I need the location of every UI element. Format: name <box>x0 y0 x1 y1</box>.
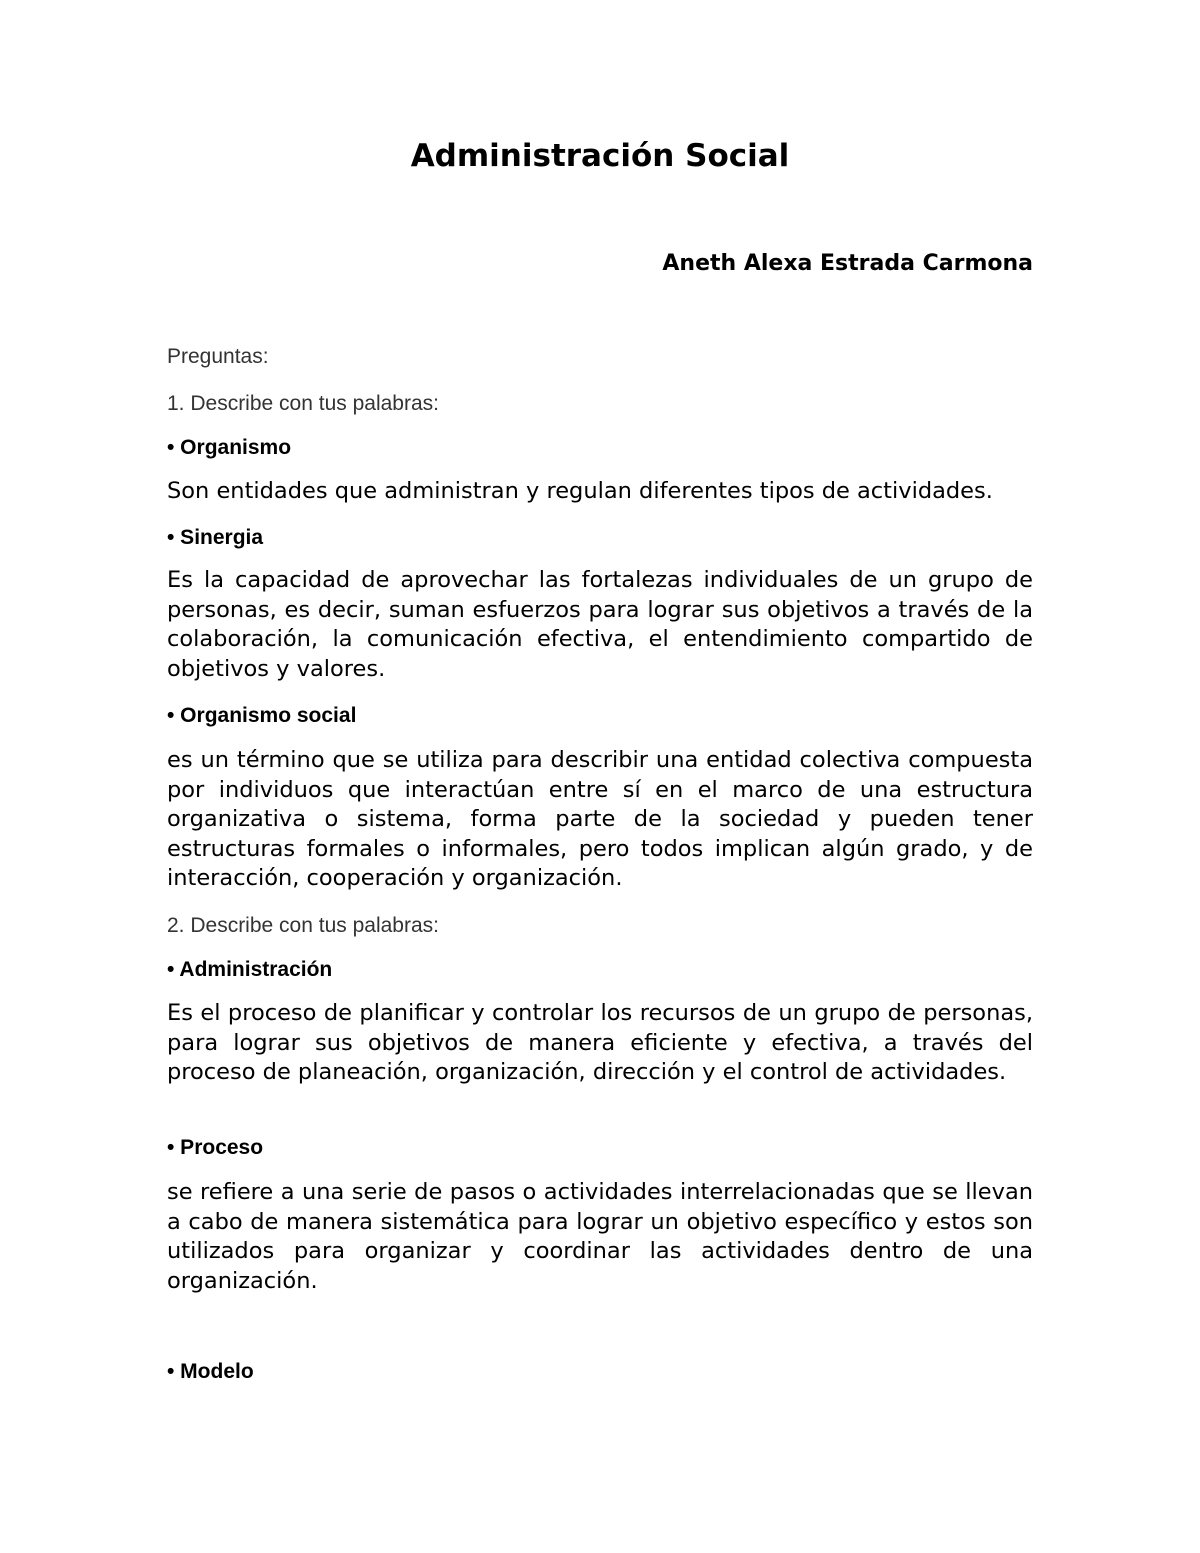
definition-sinergia: Es la capacidad de aprovechar las fortalezas individuales de un grupo de personas, es decir, suman esfuerzos para lograr sus objetivos a través de la colaboración, la comunicación efectiva, el entendimiento compartido de objetivos y valores. <box>167 567 1033 682</box>
questions-label: Preguntas: <box>167 345 269 368</box>
question-2-heading: 2. Describe con tus palabras: <box>167 914 439 937</box>
definition-proceso: se refiere a una serie de pasos o actividades interrelacionadas que se llevan a cabo de manera sistemática para lograr un objetivo específico y estos son utilizados para organizar y coordinar las actividades dentro de una organización. <box>167 1179 1033 1294</box>
term-modelo: • Modelo <box>167 1360 254 1383</box>
author-name: Aneth Alexa Estrada Carmona <box>662 251 1033 276</box>
document-title: Administración Social <box>410 138 790 174</box>
question-1-heading: 1. Describe con tus palabras: <box>167 392 439 415</box>
definition-organismo: Son entidades que administran y regulan diferentes tipos de actividades. <box>167 478 993 504</box>
term-administracion: • Administración <box>167 958 333 981</box>
term-proceso: • Proceso <box>167 1136 264 1159</box>
term-organismo-social: • Organismo social <box>167 704 357 727</box>
definition-organismo-social: es un término que se utiliza para describir una entidad colectiva compuesta por individuos que interactúan entre sí en el marco de una estructura organizativa o sistema, forma parte de la sociedad y pueden tener estructuras formales o informales, pero todos implican algún grado, y de interacción, cooperación y organización. <box>167 747 1033 891</box>
term-sinergia: • Sinergia <box>167 526 264 549</box>
definition-administracion: Es el proceso de planificar y controlar los recursos de un grupo de personas, para lograr sus objetivos de manera eficiente y efectiva, a través del proceso de planeación, organización, dirección y el control de actividades. <box>167 1000 1033 1085</box>
term-organismo: • Organismo <box>167 436 292 459</box>
